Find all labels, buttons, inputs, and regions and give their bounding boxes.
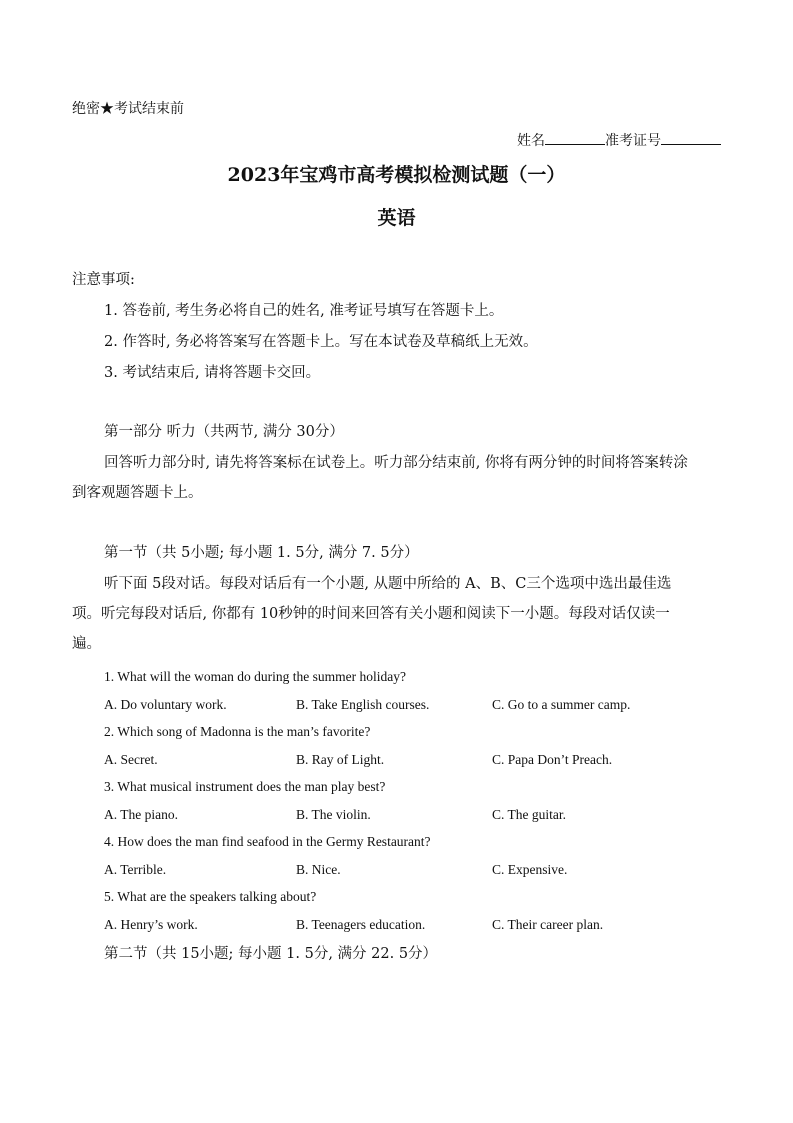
name-label: 姓名 — [517, 133, 545, 149]
section1-instruction: 听下面 5段对话。每段对话后有一个小题, 从题中所给的 A、B、C三个选项中选出最佳选项。听完每段对话后, 你都有 10秒钟的时间来回答有关小题和阅读下一小题。每段对话仅读一遍。 — [72, 576, 672, 652]
question-3: 3. What musical instrument does the man play best? — [104, 779, 386, 794]
exam-title: 2023年宝鸡市高考模拟检测试题（一） — [227, 164, 566, 186]
section2-heading: 第二节（共 15小题; 每小题 1. 5分, 满分 22. 5分） — [104, 946, 438, 962]
name-blank — [545, 132, 605, 145]
q4-option-b: B. Nice. — [296, 862, 341, 877]
q5-option-c: C. Their career plan. — [492, 917, 604, 932]
part1-heading: 第一部分 听力（共两节, 满分 30分） — [104, 424, 344, 440]
id-label: 准考证号 — [605, 133, 661, 149]
q5-option-a: A. Henry’s work. — [104, 917, 198, 932]
q5-option-b: B. Teenagers education. — [296, 917, 426, 932]
notice-item-2: 2. 作答时, 务必将答案写在答题卡上。写在本试卷及草稿纸上无效。 — [104, 334, 538, 350]
name-id-line — [517, 130, 721, 150]
notice-item-1: 1. 答卷前, 考生务必将自己的姓名, 准考证号填写在答题卡上。 — [104, 303, 504, 319]
q1-option-c: C. Go to a summer camp. — [492, 697, 631, 712]
q2-option-c: C. Papa Don’t Preach. — [492, 752, 613, 767]
notice-item-3: 3. 考试结束后, 请将答题卡交回。 — [104, 365, 321, 381]
q2-option-b: B. Ray of Light. — [296, 752, 385, 767]
question-1: 1. What will the woman do during the summer holiday? — [104, 669, 406, 684]
q3-option-c: C. The guitar. — [492, 807, 566, 822]
q1-option-a: A. Do voluntary work. — [104, 697, 227, 712]
exam-subject: 英语 — [377, 207, 416, 229]
confidential-label: 绝密★考试结束前 — [72, 101, 184, 117]
q4-option-a: A. Terrible. — [104, 862, 167, 877]
part1-instruction: 回答听力部分时, 请先将答案标在试卷上。听力部分结束前, 你将有两分钟的时间将答案转涂到客观题答题卡上。 — [72, 455, 688, 501]
question-5: 5. What are the speakers talking about? — [104, 889, 317, 904]
question-4: 4. How does the man find seafood in the Germy Restaurant? — [104, 834, 431, 849]
q1-option-b: B. Take English courses. — [296, 697, 430, 712]
q4-option-c: C. Expensive. — [492, 862, 568, 877]
q3-option-a: A. The piano. — [104, 807, 178, 822]
q2-option-a: A. Secret. — [104, 752, 158, 767]
question-2: 2. Which song of Madonna is the man’s favorite? — [104, 724, 371, 739]
section1-heading: 第一节（共 5小题; 每小题 1. 5分, 满分 7. 5分） — [104, 545, 419, 561]
notice-heading: 注意事项: — [72, 272, 135, 288]
id-blank — [661, 132, 721, 145]
q3-option-b: B. The violin. — [296, 807, 371, 822]
